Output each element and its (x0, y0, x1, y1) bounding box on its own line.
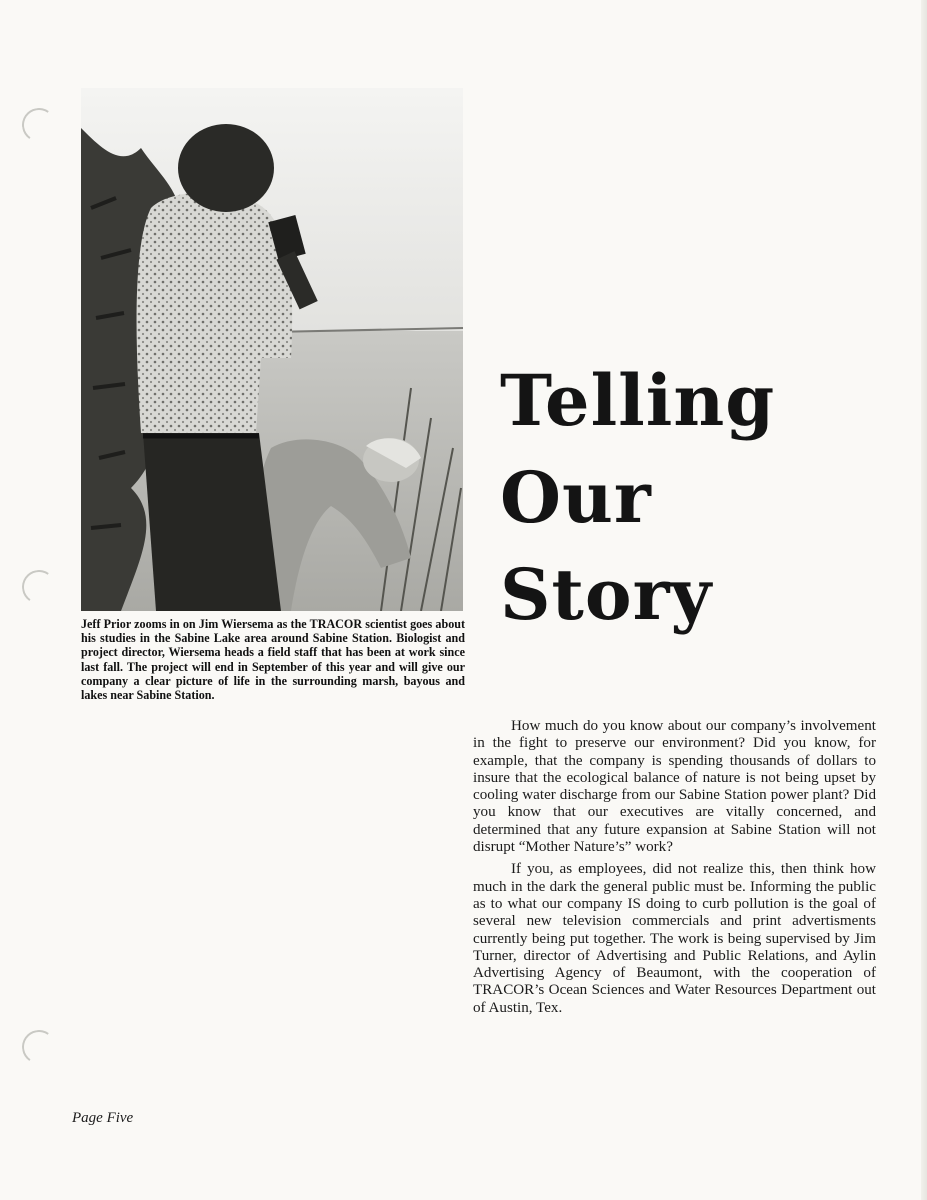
photo-caption: Jeff Prior zooms in on Jim Wiersema as the TRACOR scientist goes about his studies in the Sabine Lake area around Sabine Station. Biologist and project director, Wiersema heads a field staff that has been at work since last fall. The project will end in September of this year and will give our company a clear picture of life in the surrounding marsh, bayous and lakes near Sabine Station. (81, 617, 465, 703)
headline-line-1: Telling (500, 359, 776, 442)
headline (500, 352, 860, 643)
headline-line-2: Our (500, 456, 652, 539)
article-paragraph-1: How much do you know about our company’s involvement in the fight to preserve our environment? Did you know, for example, that the company is spending thousands of dollars to insure that the ecological balance of nature is not being upset by cooling water discharge from our Sabine Station power plant? Did you know that our executives are vitally concerned, and determined that any future expansion at Sabine Station will not disrupt “Mother Nature’s” work? (473, 718, 876, 856)
binder-hole-bottom (19, 1027, 58, 1066)
article-photo (81, 88, 463, 611)
page-edge (921, 0, 927, 1200)
article-paragraph-2: If you, as employees, did not realize this, then think how much in the dark the general public must be. Informing the public as to what our company IS doing to curb pollution is the goal of several new television commercials and print advertisments currently being put together. The work is being supervised by Jim Turner, director of Advertising and Public Relations, and Aylin Advertising Agency of Beaumont, with the cooperation of TRACOR’s Ocean Sciences and Water Resources Department out of Austin, Tex. (473, 861, 876, 1016)
headline-line-3: Story (500, 553, 713, 636)
page-number: Page Five (72, 1110, 134, 1126)
binder-hole-top (19, 105, 58, 144)
article-body (473, 718, 876, 1022)
binder-hole-middle (19, 567, 58, 606)
